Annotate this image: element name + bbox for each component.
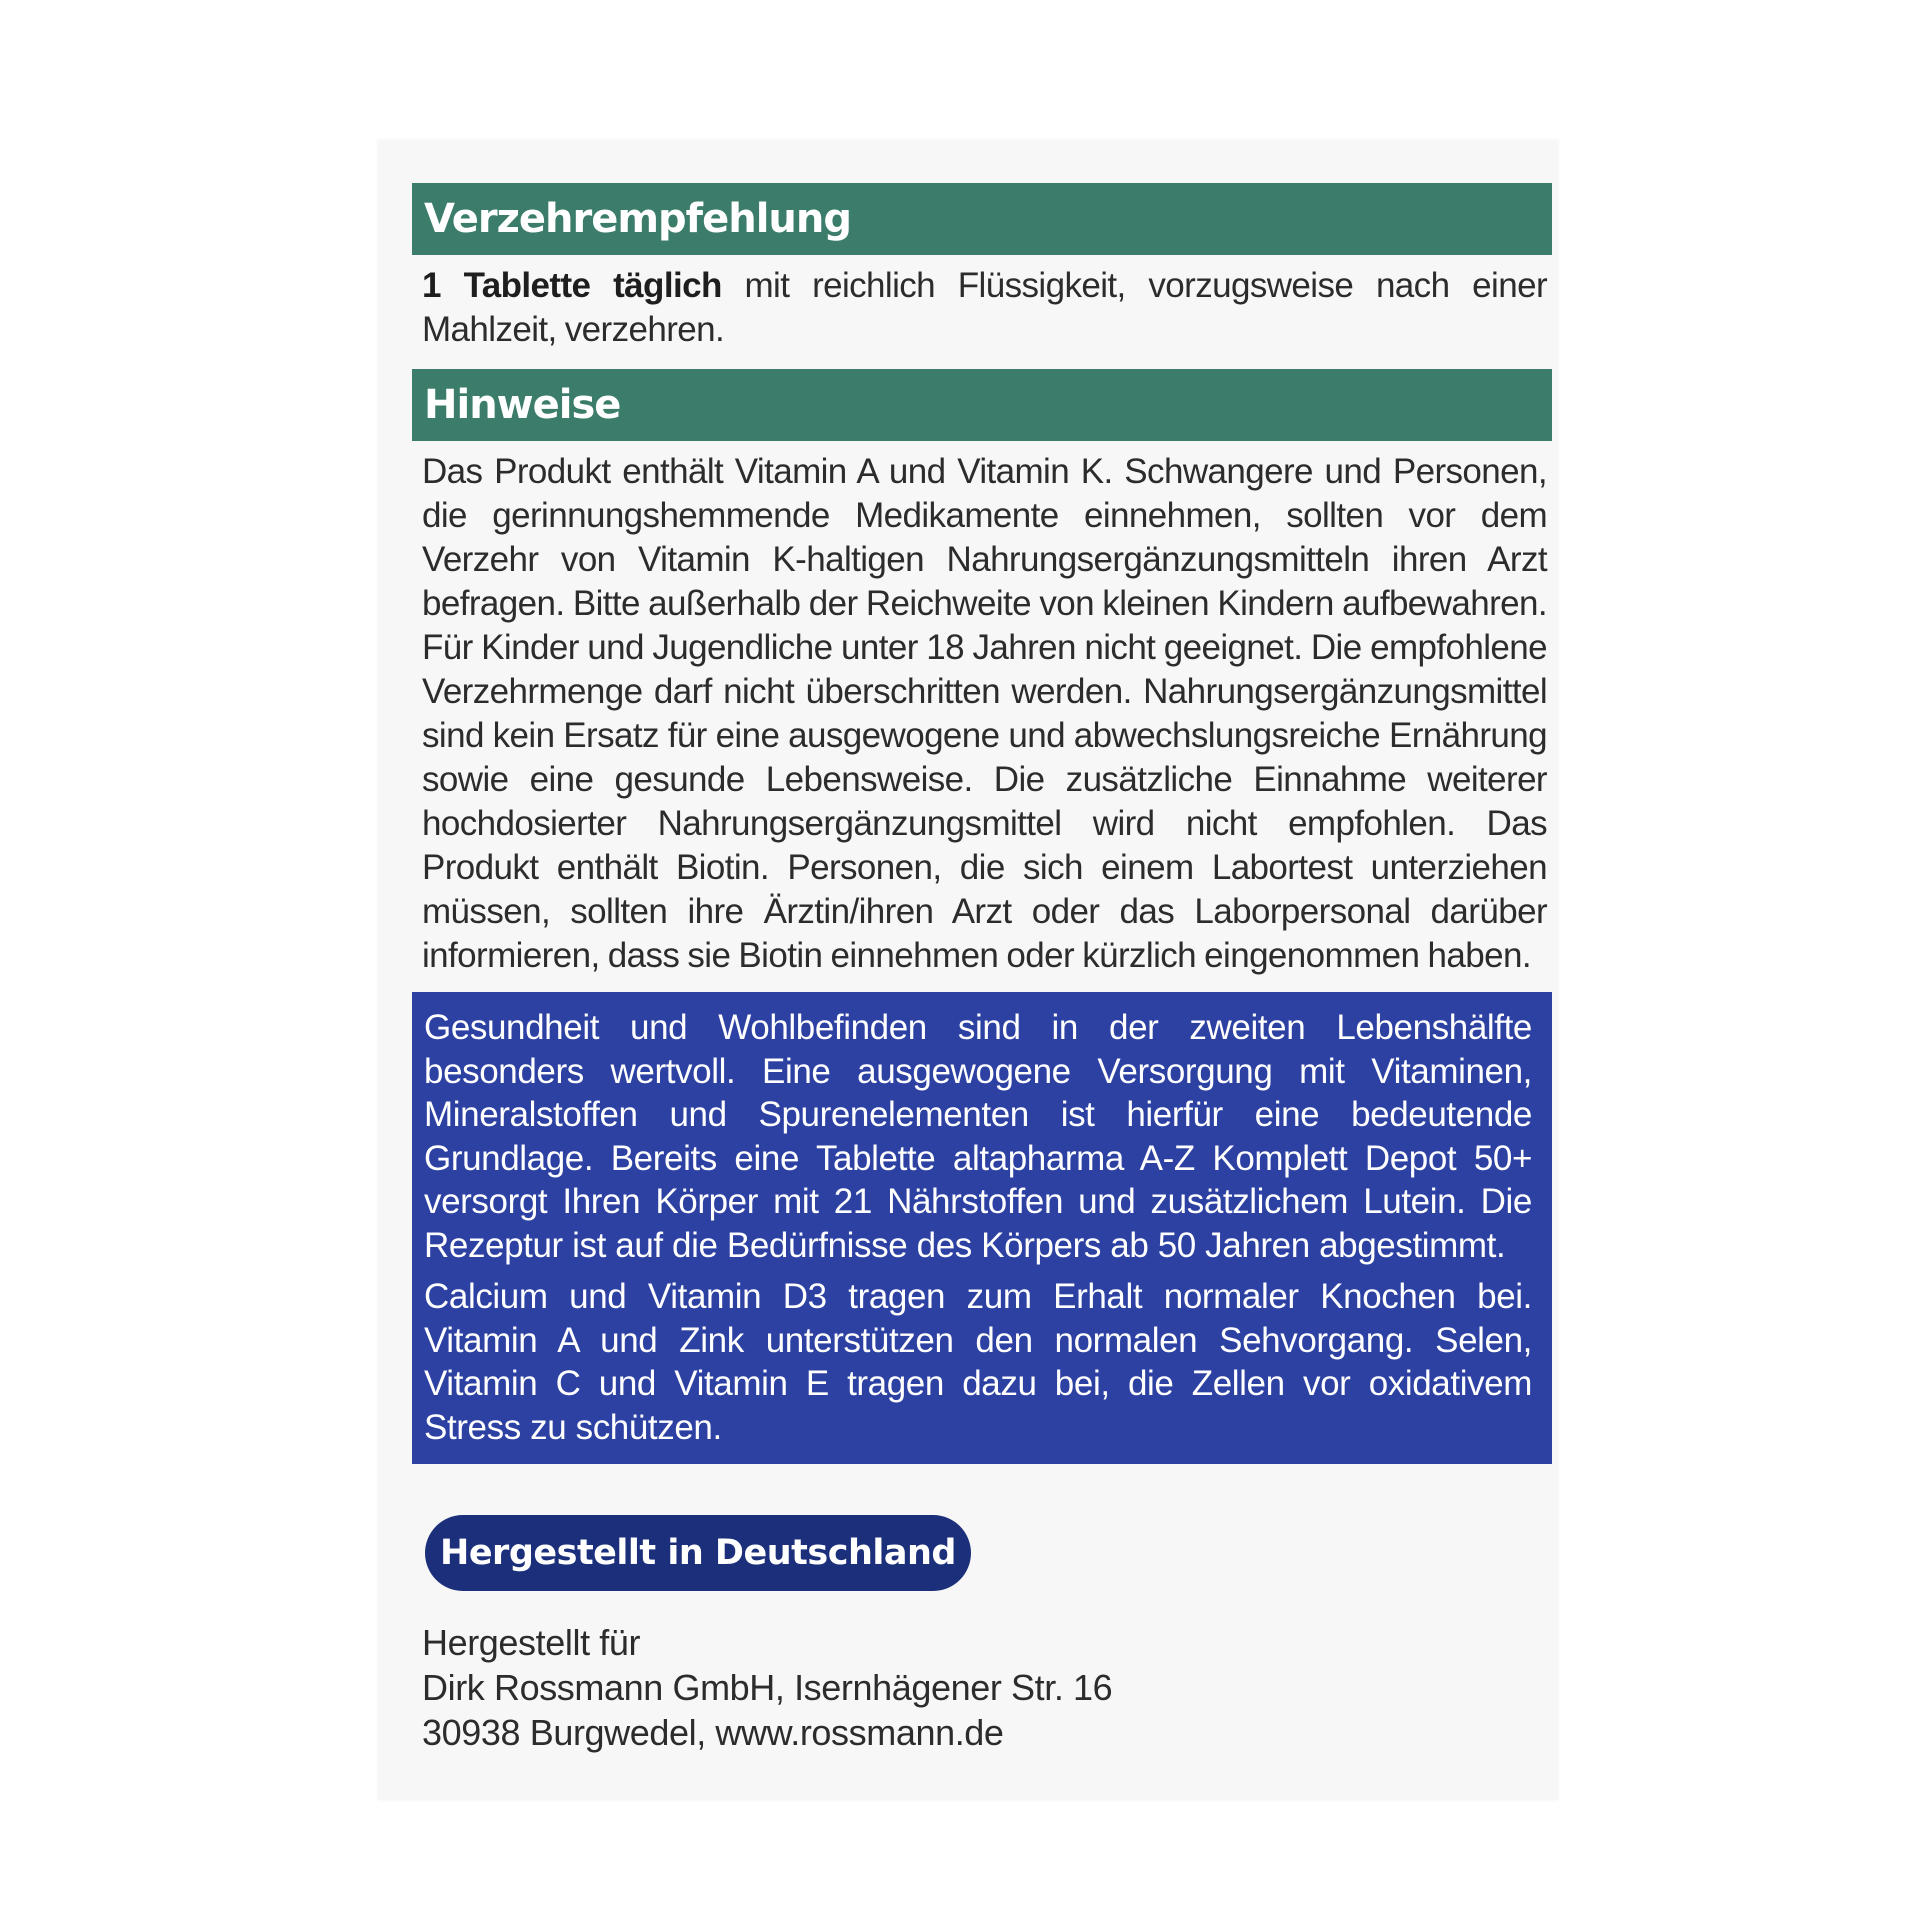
info-paragraph-2: Calcium und Vitamin D3 tragen zum Erhalt normaler Knochen bei. Vitamin A und Zink unterstützen den normalen Sehvorgang. Selen, Vitamin C und Vitamin E tragen dazu bei, die Zellen vor oxidativem Stress zu schützen.: [424, 1277, 1532, 1447]
manufacturer-line-2: Dirk Rossmann GmbH, Isernhägener Str. 16: [422, 1667, 1113, 1708]
manufacturer-line-3: 30938 Burgwedel, www.rossmann.de: [422, 1712, 1004, 1753]
manufacturer-line-1: Hergestellt für: [422, 1622, 641, 1663]
notes-heading: Hinweise: [412, 369, 1552, 441]
info-box: [412, 992, 1552, 1464]
dosage-bold-text: 1 Tablette täglich: [422, 266, 722, 305]
made-in-germany-badge: Hergestellt in Deutschland: [425, 1515, 971, 1591]
dosage-text: [422, 264, 1547, 352]
dosage-heading: Verzehrempfehlung: [412, 183, 1552, 255]
manufacturer-address: [422, 1620, 1422, 1755]
dosage-rest-text: mit reichlich Flüssigkeit, vorzugsweise nach einer Mahlzeit, verzehren.: [422, 266, 1548, 349]
notes-text: Das Produkt enthält Vitamin A und Vitamin K. Schwangere und Personen, die gerinnungshemmende Medikamente einnehmen, sollten vor dem Verzehr von Vitamin K-haltigen Nahrungsergänzungsmitteln ihren Arzt befragen. Bitte außerhalb der Reichweite von kleinen Kindern aufbewahren. Für Kinder und Jugendliche unter 18 Jahren nicht geeignet. Die empfohlene Verzehrmenge darf nicht überschritten werden. Nahrungsergänzungsmittel sind kein Ersatz für eine ausgewogene und abwechslungsreiche Ernährung sowie eine gesunde Lebensweise. Die zusätzliche Einnahme weiterer hochdosierter Nahrungsergänzungsmittel wird nicht empfohlen. Das Produkt enthält Biotin. Personen, die sich einem Labortest unterziehen müssen, sollten ihre Ärztin/ihren Arzt oder das Laborpersonal darüber informieren, dass sie Biotin einnehmen oder kürzlich eingenommen haben.: [422, 452, 1547, 975]
info-paragraph-1: Gesundheit und Wohlbefinden sind in der zweiten Lebenshälfte besonders wertvoll. Eine ausgewogene Versorgung mit Vitaminen, Mineralstoffen und Spurenelementen ist hierfür eine bedeutende Grundlage. Bereits eine Tablette altapharma A-Z Komplett Depot 50+ versorgt Ihren Körper mit 21 Nährstoffen und zusätzlichem Lutein. Die Rezeptur ist auf die Bedürfnisse des Körpers ab 50 Jahren abgestimmt.: [424, 1008, 1532, 1265]
